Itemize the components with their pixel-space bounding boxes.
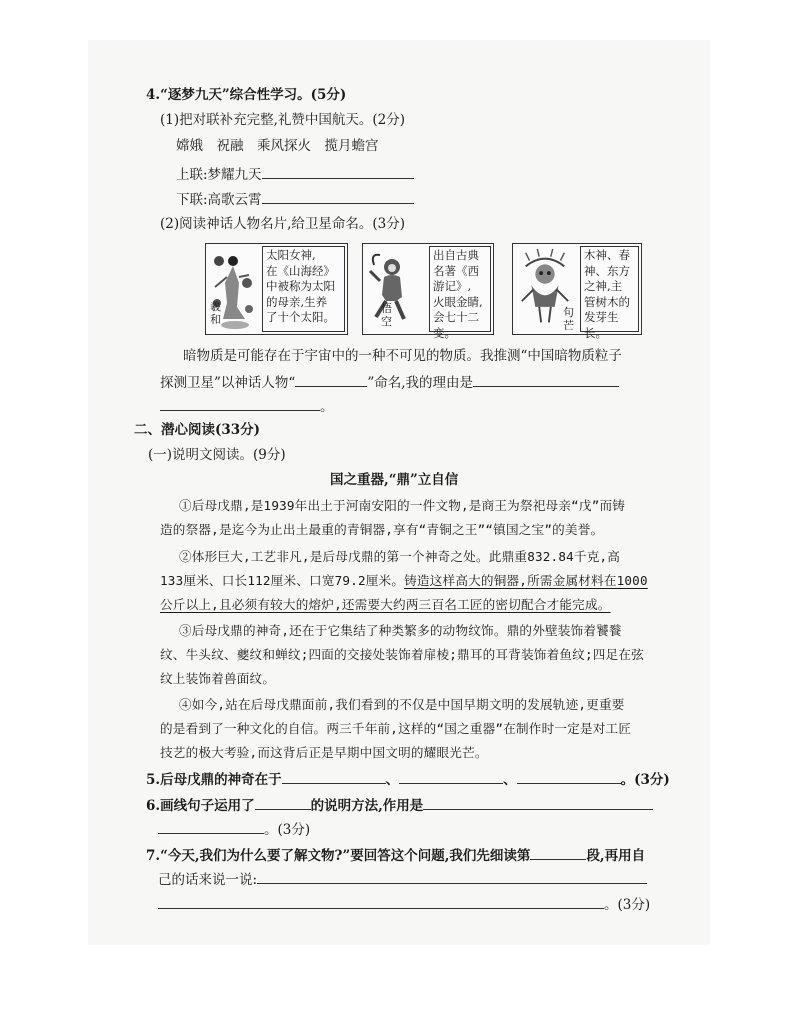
q7-text-a: 7.“今天,我们为什么要了解文物?”要回答这个问题,我们先细读第: [146, 848, 531, 864]
myth-name-blank[interactable]: [295, 372, 367, 387]
q6-text-a: 6.画线句子运用了: [146, 798, 255, 814]
q7-paragraph-blank[interactable]: [530, 845, 586, 860]
myth-card-xihe: [205, 243, 348, 335]
upper-couplet-label: 上联:梦耀九天: [176, 167, 262, 183]
passage-p1-l1: ①后母戊鼎,是1939年出土于河南安阳的一件文物,是商王为祭祀母亲“戊”而铸: [179, 498, 626, 513]
passage-p4-l3: 技艺的极大考验,而这背后正是早期中国文明的耀眼光芒。: [160, 745, 488, 760]
lower-couplet-blank[interactable]: [262, 189, 414, 204]
q4-para-line1: 暗物质是可能存在于宇宙中的一种不可见的物质。我推测“中国暗物质粒子: [183, 348, 622, 364]
underlined-sentence-part2: 公斤以上,且必须有较大的熔炉,还需要大约两三百名工匠的密切配合才能完成。: [160, 597, 611, 612]
card-desc-xihe: 太阳女神, 在《山海经》 中被称为太阳 的母亲,生养 了十个太阳。: [262, 246, 345, 332]
reason-blank-1[interactable]: [473, 372, 619, 387]
q4-title: 4.“逐梦九天”综合性学习。(5分): [146, 87, 347, 103]
passage-p3-l2: 纹、牛头纹、夔纹和蝉纹;四面的交接处装饰着扉棱;鼎耳的耳背装饰着鱼纹;四足在弦: [160, 647, 644, 662]
q7-answer-blank-1[interactable]: [257, 869, 647, 884]
q5-blank-2[interactable]: [399, 769, 503, 784]
passage-p1-l2: 造的祭器,是迄今为止出土最重的青铜器,享有“青铜之王”“镇国之宝”的美誉。: [160, 522, 604, 537]
card-name-goumang: 句芒: [563, 306, 574, 332]
q4-para-line2b: ”命名,我的理由是: [367, 375, 474, 391]
passage-p3-l3: 纹上装饰着兽面纹。: [160, 671, 276, 686]
q7-answer-blank-2[interactable]: [158, 894, 604, 909]
passage-p3-l1: ③后母戊鼎的神奇,还在于它集结了种类繁多的动物纹饰。鼎的外壁装饰着饕餮: [179, 623, 622, 638]
q6-effect-blank-2[interactable]: [158, 819, 264, 834]
card-name-wukong: 悟空: [381, 302, 392, 328]
q6-effect-blank-1[interactable]: [423, 795, 653, 810]
passage-p2-l1: ②体形巨大,工艺非凡,是后母戊鼎的第一个神奇之处。此鼎重832.84千克,高: [179, 549, 621, 564]
myth-card-wukong: [362, 243, 494, 340]
q5-text: 5.后母戊鼎的神奇在于: [146, 772, 282, 788]
card-name-xihe: 羲和: [210, 300, 221, 326]
underlined-sentence-part1: 铸造这样高大的铜器,所需金属材料在1000: [404, 573, 648, 588]
section2-heading: 二、潜心阅读(33分): [134, 422, 261, 438]
passage-p2-l2a: 133厘米、口长112厘米、口宽79.2厘米。: [160, 573, 405, 588]
lower-couplet-label: 下联:高歌云霄: [176, 192, 262, 208]
card-desc-wukong: 出自古典 名著《西 游记》, 火眼金睛, 会七十二 变。: [429, 246, 491, 332]
q7-text-c: 己的话来说一说:: [158, 872, 258, 888]
q4-options: 嫦娥 祝融 乘风探火 揽月蟾宫: [176, 138, 379, 154]
section2-sub: (一)说明文阅读。(9分): [148, 447, 286, 463]
q7-text-b: 段,再用自: [586, 848, 646, 864]
card-desc-goumang: 木神、春 神、东方 之神,主 管树木的 发芽生长。: [580, 246, 639, 332]
q5-blank-3[interactable]: [517, 769, 621, 784]
q4-para-line2a: 探测卫星”以神话人物“: [160, 375, 296, 391]
q4-sub1: (1)把对联补充完整,礼赞中国航天。(2分): [160, 112, 406, 128]
upper-couplet-blank[interactable]: [262, 164, 414, 179]
myth-card-goumang: [512, 243, 642, 340]
q6-method-blank[interactable]: [255, 795, 311, 810]
passage-p4-l2: 的是看到了一种文化的自信。两三千年前,这样的“国之重器”在制作时一定是对工匠: [160, 721, 632, 736]
reason-blank-2[interactable]: [160, 396, 320, 411]
passage-title: 国之重器,“鼎”立自信: [330, 472, 459, 488]
q4-sub2: (2)阅读神话人物名片,给卫星命名。(3分): [160, 216, 406, 232]
passage-p4-l1: ④如今,站在后母戊鼎面前,我们看到的不仅是中国早期文明的发展轨迹,更重要: [179, 697, 625, 712]
q6-text-b: 的说明方法,作用是: [310, 798, 424, 814]
q5-blank-1[interactable]: [282, 769, 386, 784]
